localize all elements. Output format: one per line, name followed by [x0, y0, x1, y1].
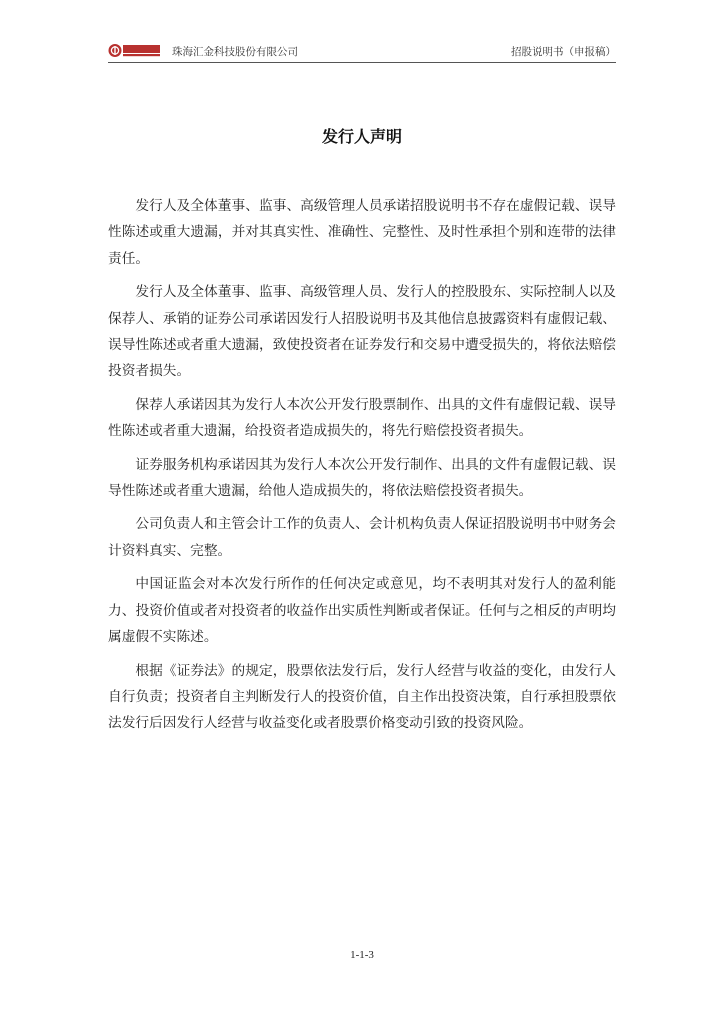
- paragraph-6: 中国证监会对本次发行所作的任何决定或意见，均不表明其对发行人的盈利能力、投资价值或者对投资者的收益作出实质性判断或者保证。任何与之相反的声明均属虚假不实陈述。: [108, 576, 616, 646]
- paragraph-7: 根据《证券法》的规定，股票依法发行后，发行人经营与收益的变化，由发行人自行负责；投资者自主判断发行人的投资价值，自主作出投资决策，自行承担股票依法发行后因发行人经营与收益变化或者股票价格变动引致的投资风险。: [108, 662, 616, 732]
- declaration-body: [108, 193, 616, 744]
- paragraph-5: 公司负责人和主管会计工作的负责人、会计机构负责人保证招股说明书中财务会计资料真实、完整。: [108, 516, 616, 559]
- page-header: [108, 40, 616, 63]
- page-number: 1-1-3: [350, 949, 374, 961]
- paragraph-1: 发行人及全体董事、监事、高级管理人员承诺招股说明书不存在虚假记载、误导性陈述或重大遗漏，并对其真实性、准确性、完整性、及时性承担个别和连带的法律责任。: [108, 198, 616, 267]
- paragraph-3: 保荐人承诺因其为发行人本次公开发行股票制作、出具的文件有虚假记载、误导性陈述或者重大遗漏，给投资者造成损失的，将先行赔偿投资者损失。: [108, 396, 616, 440]
- company-name: 珠海汇金科技股份有限公司: [172, 46, 298, 58]
- page-title: 发行人声明: [321, 127, 402, 146]
- document-type: 招股说明书（申报稿）: [511, 46, 616, 58]
- paragraph-2: 发行人及全体董事、监事、高级管理人员、发行人的控股股东、实际控制人以及保荐人、承销的证券公司承诺因发行人招股说明书及其他信息披露资料有虚假记载、误导性陈述或者重大遗漏，致使投资者在证券发行和交易中遭受损失的，将依法赔偿投资者损失。: [108, 284, 616, 380]
- company-logo: [108, 43, 160, 58]
- paragraph-4: 证券服务机构承诺因其为发行人本次公开发行制作、出具的文件有虚假记载、误导性陈述或者重大遗漏，给他人造成损失的，将依法赔偿投资者损失。: [108, 456, 616, 500]
